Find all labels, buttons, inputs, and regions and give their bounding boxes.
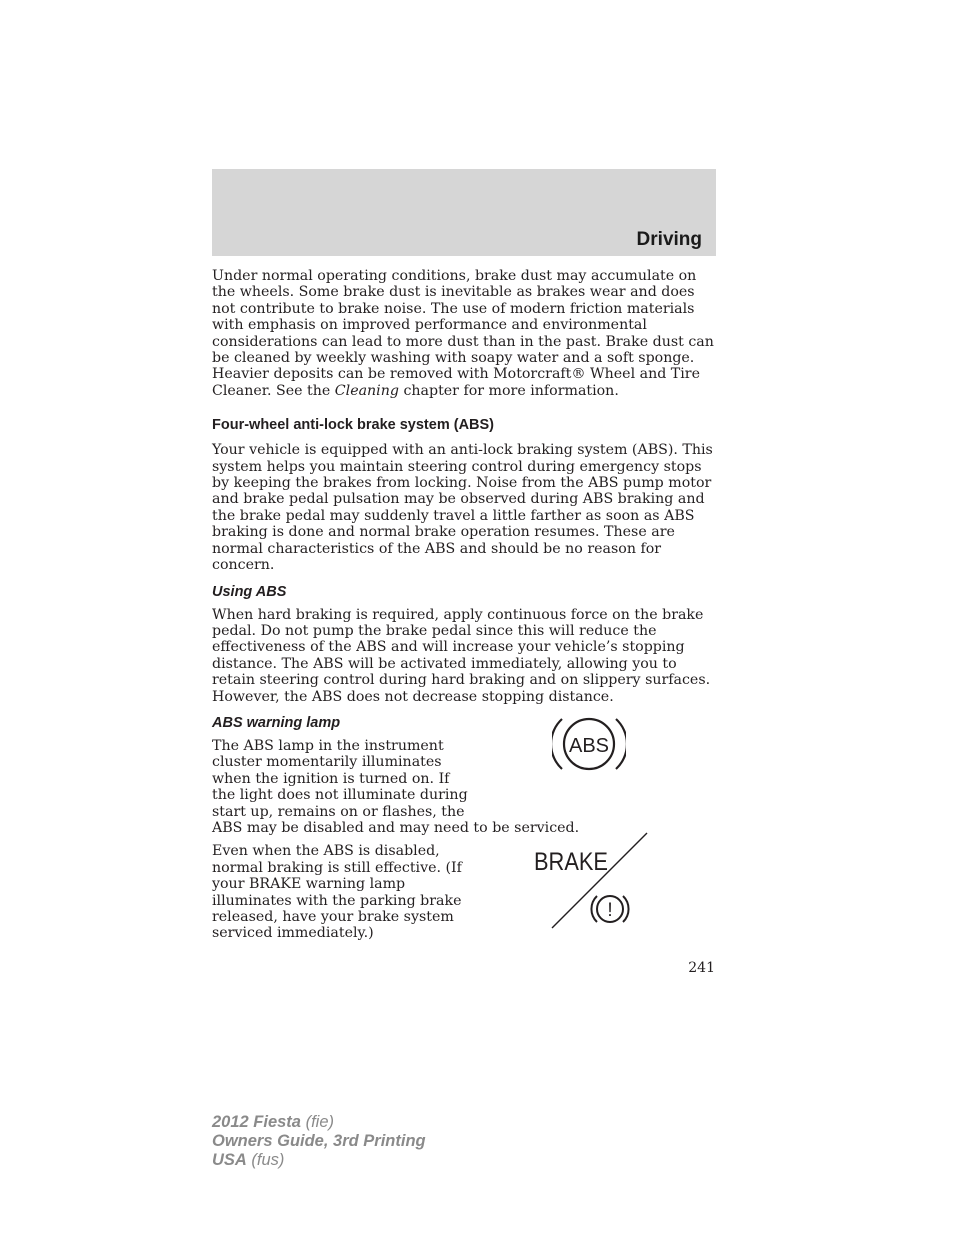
brake-warning-paragraph: Even when the ABS is disabled, normal braking is still effective. (If your BRAKE warning lamp illuminates with the parking brake released, have your brake system serviced immediately.) (212, 843, 462, 942)
using-abs-heading: Using ABS (212, 583, 287, 600)
page-number: 241 (688, 960, 715, 976)
footer-model: 2012 Fiesta (212, 1113, 301, 1131)
lamp-line: ABS may be disabled and may need to be serviced. (212, 819, 580, 836)
intro-text: Under normal operating conditions, brake dust may accumulate on the wheels. Some brake dust is inevitable as brakes wear and does not contribute to brake noise. The use of modern friction materials with emphasis on improved performance and environmental considerations can lead to more dust than in the past. Brake dust can be cleaned by weekly washing with soapy water and a soft sponge. Heavier deposits can be removed with Motorcraft® Wheel and Tire Cleaner. See the (212, 268, 714, 399)
abs-warning-icon (552, 713, 626, 775)
section-title: Driving (636, 229, 702, 250)
lamp-line: The ABS lamp in the instrument (212, 737, 444, 754)
footer-model-code: (fie) (300, 1113, 334, 1131)
footer-edition: Owners Guide, 3rd Printing (212, 1132, 426, 1150)
footer-market-code: (fus) (246, 1151, 285, 1169)
abs-warning-lamp-heading: ABS warning lamp (212, 714, 341, 731)
document-footer (212, 1113, 426, 1170)
abs-section-heading: Four-wheel anti-lock brake system (ABS) (212, 417, 495, 434)
lamp-line: start up, remains on or flashes, the (212, 803, 465, 820)
brake-symbol-mark: ! (607, 900, 613, 921)
footer-market: USA (212, 1151, 247, 1169)
lamp-line: the light does not illuminate during (212, 787, 468, 804)
intro-text-end: chapter for more information. (398, 382, 619, 399)
intro-paragraph (212, 268, 716, 399)
section-header-band (212, 169, 716, 256)
lamp-line: cluster momentarily illuminates (212, 754, 442, 771)
lamp-line: when the ignition is turned on. If (212, 770, 450, 787)
brake-warning-icon (530, 830, 654, 930)
abs-section-body: Your vehicle is equipped with an anti-lock braking system (ABS). This system helps you maintain steering control during emergency stops by keeping the brakes from locking. Noise from the ABS pump motor and brake pedal pulsation may be observed during ABS braking and the brake pedal may suddenly travel a little farther as soon as ABS braking is done and normal brake operation resumes. These are normal characteristics of the ABS and should be no reason for concern. (212, 442, 713, 574)
abs-warning-lamp-paragraph (212, 738, 716, 836)
using-abs-body: When hard braking is required, apply continuous force on the brake pedal. Do not pump the brake pedal since this will reduce the effectiveness of the ABS and will increase your vehicle’s stopping distance. The ABS will be activated immediately, allowing you to retain steering control during hard braking and on slippery surfaces. However, the ABS does not decrease stopping distance. (212, 606, 711, 705)
abs-symbol-label: ABS (568, 735, 610, 757)
cleaning-chapter-reference: Cleaning (334, 382, 399, 399)
brake-symbol-label: BRAKE (534, 848, 608, 876)
